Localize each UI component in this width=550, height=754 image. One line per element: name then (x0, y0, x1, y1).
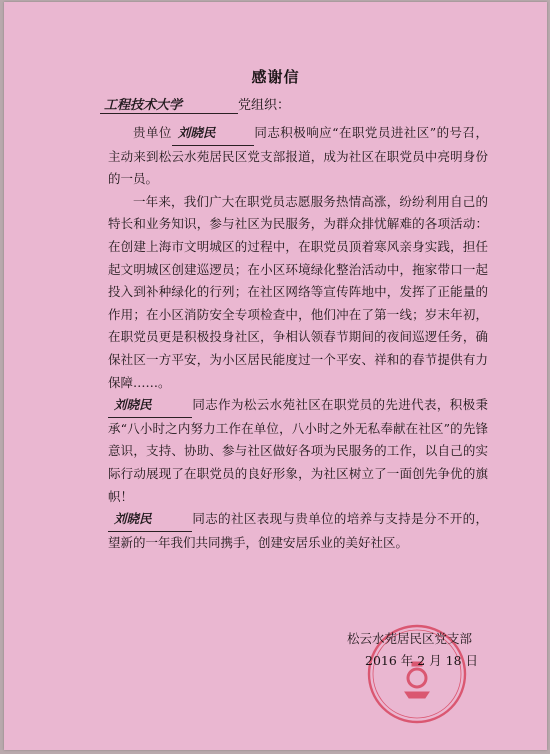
paragraph-1 (108, 122, 488, 191)
handwritten-name: 刘晓民 (172, 122, 254, 146)
paragraph-3 (108, 394, 488, 508)
signoff-org: 松云水苑居民区党支部 (347, 631, 473, 646)
addressee-handwritten: 工程技术大学 (100, 94, 238, 114)
para1-text: 同志积极响应“在职党员进社区”的号召，主动来到松云水苑居民区党支部报道，成为社区在职党员中亮明身份的一员。 (108, 125, 488, 187)
paragraph-2: 一年来，我们广大在职党员志愿服务热情高涨，纷纷利用自己的特长和业务知识，参与社区为民服务，为群众排忧解难的各项活动：在创建上海市文明城区的过程中，在职党员顶着寒风亲身实践，担任起文明城区创建巡逻员；在小区环境绿化整治活动中，拖家带口一起投入到补种绿化的行列；在社区网络等宣传阵地中，发挥了正能量的作用；在小区消防安全专项检查中，他们冲在了第一线；岁末年初，在职党员更是积极投身社区，争相认领春节期间的夜间巡逻任务，确保社区一方平安，为小区居民能度过一个平安、祥和的春节提供有力保障……。 (108, 193, 488, 390)
addressee-line (100, 94, 290, 118)
handwritten-name: 刘晓民 (108, 508, 192, 532)
para1-prefix: 贵单位 (133, 125, 172, 140)
signoff-date: 2016 年 2 月 18 日 (365, 653, 479, 668)
letter-signoff (347, 628, 477, 672)
letter-body (108, 122, 488, 554)
paragraph-4 (108, 508, 488, 554)
letter-title: 感谢信 (251, 68, 300, 86)
letter-paper (4, 2, 547, 750)
addressee-suffix: 党组织： (238, 98, 291, 113)
para4-text: 同志的社区表现与贵单位的培养与支持是分不开的，望新的一年我们共同携手，创建安居乐业的美好社区。 (108, 511, 488, 550)
handwritten-name: 刘晓民 (108, 394, 192, 418)
para3-text: 同志作为松云水苑社区在职党员的先进代表，积极秉承“八小时之内努力工作在单位，八小时之外无私奉献在社区”的先锋意识，支持、协助、参与社区做好各项为民服务的工作，以自己的实际行动展现了在职党员的良好形象，为社区树立了一面创先争优的旗帜！ (108, 397, 488, 504)
